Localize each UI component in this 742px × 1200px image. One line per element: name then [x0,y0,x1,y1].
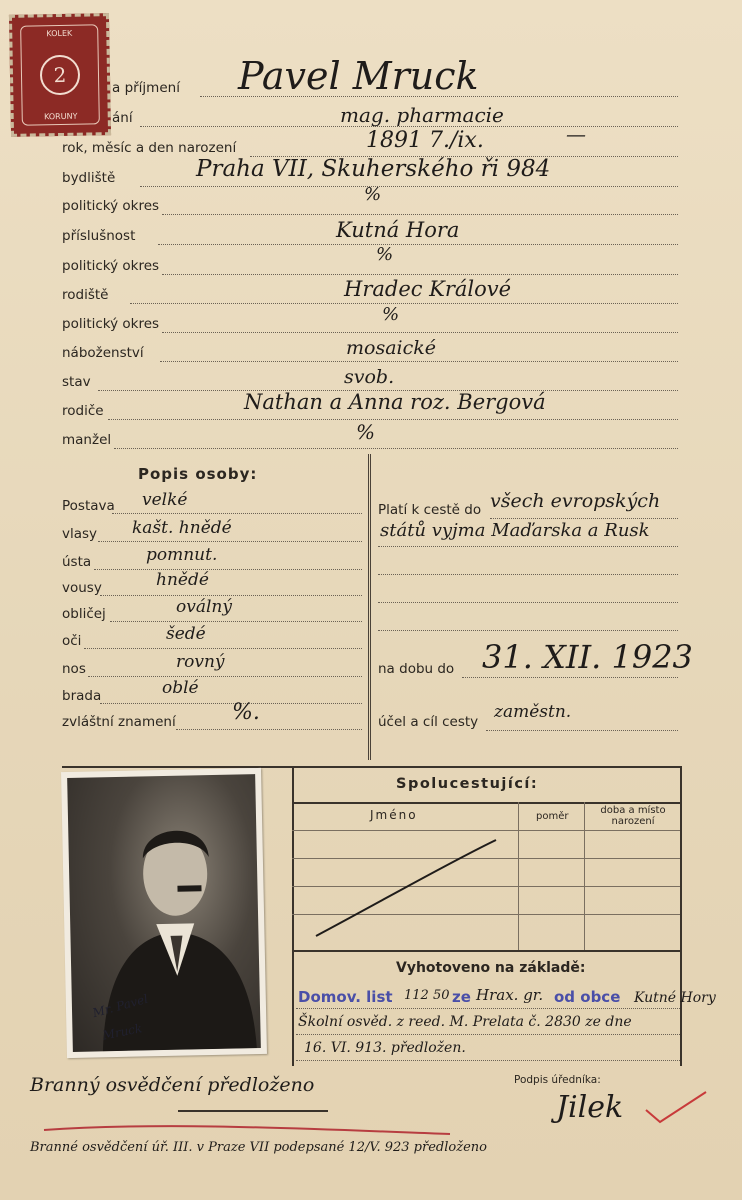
desc-label-marks: zvláštní znamení [62,714,176,730]
field-label-status: stav [62,374,91,390]
stamp-top-text: KOLEK [46,28,73,39]
dotted-line [110,621,362,622]
dotted-line [486,730,678,731]
dotted-line [296,1060,680,1061]
stamp-value: 2 [40,55,81,96]
column-divider [368,454,371,760]
dotted-line [162,332,678,333]
issued-stamp-text-3: od obce [554,988,621,1006]
desc-value-nose: rovný [176,652,225,672]
portrait-photo [61,768,267,1058]
dotted-line [100,595,362,596]
revenue-stamp [9,13,111,137]
issued-hand-number: 112 50 [404,988,450,1003]
frame-line-vertical [292,766,294,1066]
field-value-district-2: % [376,244,394,265]
desc-value-chin: oblé [162,678,199,698]
field-label-citizenship: příslušnost [62,228,136,244]
field-label-district-3: politický okres [62,316,160,332]
dotted-line [98,541,362,542]
dotted-line [462,677,678,678]
field-label-spouse: manžel [62,432,112,448]
col-name-header: Jméno [370,808,418,822]
desc-label-face: obličej [62,606,106,622]
red-check-mark [640,1088,710,1128]
desc-label-build: Postava [62,498,115,514]
dotted-line [112,513,362,514]
dotted-line [296,1008,680,1009]
frame-line-right [680,766,682,1066]
official-signature: Jilek [556,1090,624,1125]
frame-line-top [62,766,680,768]
table-row-line [292,830,680,831]
dotted-line [162,274,678,275]
dotted-line [378,630,678,631]
dotted-line [88,676,362,677]
dotted-line [378,602,678,603]
red-pencil-line [40,1118,460,1142]
validity-value-line2: států vyjma Maďarska a Rusk [380,520,650,541]
table-header-line [292,802,680,804]
dotted-line [162,214,678,215]
companions-heading: Spolucestující: [396,776,539,792]
desc-value-beard: hnědé [156,570,209,590]
dotted-line [140,186,678,187]
validity-label: Platí k cestě do [378,502,482,518]
desc-label-eyes: oči [62,633,82,649]
validity-value-line1: všech evropských [490,490,661,512]
desc-label-chin: brada [62,688,102,704]
signature-label: Podpis úředníka: [514,1074,601,1086]
desc-value-build: velké [142,490,188,510]
issued-hand-4: 16. VI. 913. předložen. [304,1040,466,1056]
field-label-birthdate: rok, měsíc a den narození [62,140,237,156]
field-value-district-1: % [364,184,382,205]
desc-value-hair: kašt. hnědé [132,518,232,538]
dotted-line [296,1034,680,1035]
footer-underline [178,1110,328,1112]
issued-hand-3: Školní osvěd. z reed. M. Prelata č. 2830 ze dne [298,1014,632,1030]
table-bottom-line [292,950,680,952]
table-col-line [584,802,585,950]
field-label-district-1: politický okres [62,198,160,214]
issued-heading: Vyhotoveno na základě: [396,960,586,976]
issued-hand-1: Hrax. gr. [476,986,544,1004]
dotted-line [114,448,678,449]
field-label-occupation: ání [112,110,133,126]
dotted-line [176,729,362,730]
issued-hand-2: Kutné Hory [634,990,716,1006]
col-relation-header: poměr [536,811,569,822]
purpose-label: účel a cíl cesty [378,714,479,730]
desc-value-marks: %. [232,700,260,725]
dotted-line [94,569,362,570]
field-value-citizenship: Kutná Hora [336,218,460,242]
field-value-occupation: mag. pharmacie [340,103,504,127]
field-value-residence: Praha VII, Skuherského ři 984 [196,156,551,182]
field-value-parents: Nathan a Anna roz. Bergová [244,390,546,414]
issued-stamp-text: Domov. list [298,988,393,1006]
footer-note-2: Branné osvědčení úř. III. v Praze VII podepsané 12/V. 923 předloženo [30,1140,487,1155]
field-label-religion: náboženství [62,345,144,361]
desc-value-mouth: pomnut. [146,545,218,565]
desc-label-beard: vousy [62,580,102,596]
dotted-line [160,361,678,362]
field-value-surname: Pavel Mruck [238,54,479,98]
field-label-surname: a příjmení [112,80,180,96]
field-label-residence: bydliště [62,170,116,186]
photo-caption-line2: Mruck [101,1021,144,1043]
dotted-line [100,703,362,704]
dotted-line [378,574,678,575]
dotted-line [158,244,678,245]
field-value-spouse: % [356,420,376,444]
period-value: 31. XII. 1923 [482,638,693,676]
field-value-status: svob. [344,366,395,388]
issued-stamp-text-2: ze [452,988,471,1006]
field-value-district-3: % [382,304,400,325]
description-heading: Popis osoby: [138,465,258,483]
dotted-line [84,648,362,649]
field-value-birthplace: Hradec Králové [344,277,512,301]
desc-value-eyes: šedé [166,624,206,644]
strike-through-mark [300,832,510,944]
table-col-line [518,802,519,950]
field-label-birthplace: rodiště [62,287,109,303]
purpose-value: zaměstn. [494,702,572,722]
desc-label-hair: vlasy [62,526,98,542]
col-birth-header: doba a místo narození [600,805,666,827]
field-value-religion: mosaické [346,337,437,359]
dotted-line [490,518,678,519]
desc-value-face: oválný [176,597,232,617]
dotted-line [378,546,678,547]
stamp-bottom-text: KORUNY [43,111,78,122]
field-value-birthdate: 1891 7./ix. [366,128,484,153]
field-label-parents: rodiče [62,403,104,419]
photo-caption-line1: Mr. Pavel [91,991,150,1021]
period-label: na dobu do [378,661,455,677]
desc-label-mouth: ústa [62,554,92,570]
dotted-line [130,303,678,304]
field-label-district-2: politický okres [62,258,160,274]
footer-note-1: Branný osvědčení předloženo [30,1074,315,1096]
desc-label-nose: nos [62,661,86,677]
tick-mark: — [566,122,586,146]
dotted-line [108,419,678,420]
